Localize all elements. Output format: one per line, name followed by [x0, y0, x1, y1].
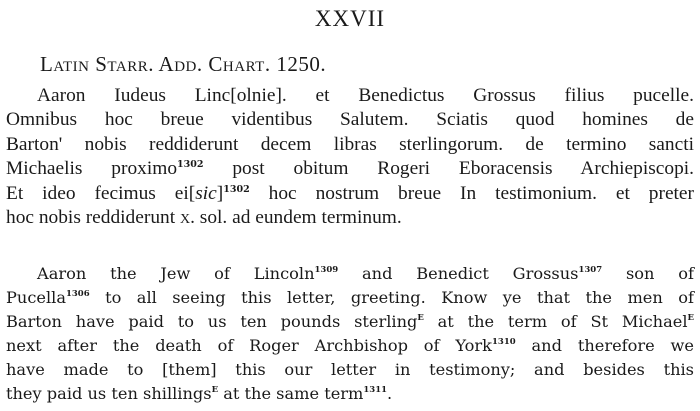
english-text: Pucella: [6, 288, 66, 307]
english-text: to all seeing this letter, greeting. Know ye that the men of: [89, 288, 694, 307]
english-line: [6, 382, 694, 406]
latin-text: Et ideo fecimus ei[: [6, 182, 196, 204]
english-text: and therefore we: [515, 336, 694, 355]
roman-numeral: x: [179, 207, 191, 229]
english-text: .: [387, 384, 393, 403]
latin-text: Michaelis proximo: [6, 158, 178, 180]
latin-line: [6, 84, 694, 108]
latin-line: [6, 206, 694, 230]
english-line: [6, 310, 694, 334]
footnote-marker: 1306: [65, 289, 90, 299]
english-text: at the term of St Michael: [423, 312, 688, 331]
english-text: next after the death of Roger Archbishop of York: [6, 336, 492, 355]
latin-text: Barton' nobis reddiderunt decem libras sterlingorum. de termino sancti: [6, 133, 694, 155]
latin-text-block: [6, 84, 694, 230]
english-text: and Benedict Grossus: [338, 264, 579, 283]
english-text: they paid us ten shillings: [6, 384, 212, 403]
latin-text: post obitum Rogeri Eboracensis Archiepiscopi.: [203, 158, 694, 180]
footnote-marker: E: [687, 313, 694, 323]
footnote-marker: 1309: [314, 265, 339, 275]
english-line: [6, 286, 694, 310]
english-text: at the same term: [218, 384, 364, 403]
latin-text: Omnibus hoc breue videntibus Salutem. Sciatis quod homines de: [6, 109, 694, 131]
footnote-marker: E: [417, 313, 424, 323]
latin-text: . sol. ad eundem terminum.: [190, 207, 402, 229]
english-translation-block: [6, 262, 694, 406]
footnote-marker: 1302: [223, 183, 250, 195]
latin-text: hoc nobis reddiderunt: [6, 207, 180, 229]
latin-line: [6, 108, 694, 132]
english-line: [6, 262, 694, 286]
english-text: Aaron the Jew of Lincoln: [37, 264, 315, 283]
sic-annotation: sic: [195, 182, 217, 204]
english-line: [6, 358, 694, 382]
latin-text: Aaron Iudeus Linc[olnie]. et Benedictus Grossus filius pucelle.: [37, 85, 694, 106]
latin-line: [6, 182, 694, 206]
english-text: have made to [them] this our letter in testimony; and besides this: [6, 360, 694, 379]
footnote-marker: 1307: [578, 265, 603, 275]
document-number-heading: XXVII: [314, 6, 386, 31]
footnote-marker: 1302: [177, 159, 204, 171]
english-text: son of: [602, 264, 694, 283]
latin-text: ]: [216, 182, 224, 204]
english-line: [6, 334, 694, 358]
latin-line: [6, 157, 694, 181]
footnote-marker: 1310: [491, 337, 516, 347]
english-text: Barton have paid to us ten pounds sterling: [6, 312, 418, 331]
latin-line: [6, 133, 694, 157]
footnote-marker: E: [211, 385, 219, 395]
footnote-marker: 1311: [363, 385, 388, 395]
latin-text: hoc nostrum breue In testimonium. et preter: [249, 182, 694, 204]
source-reference: Latin Starr. Add. Chart. 1250.: [40, 52, 327, 76]
